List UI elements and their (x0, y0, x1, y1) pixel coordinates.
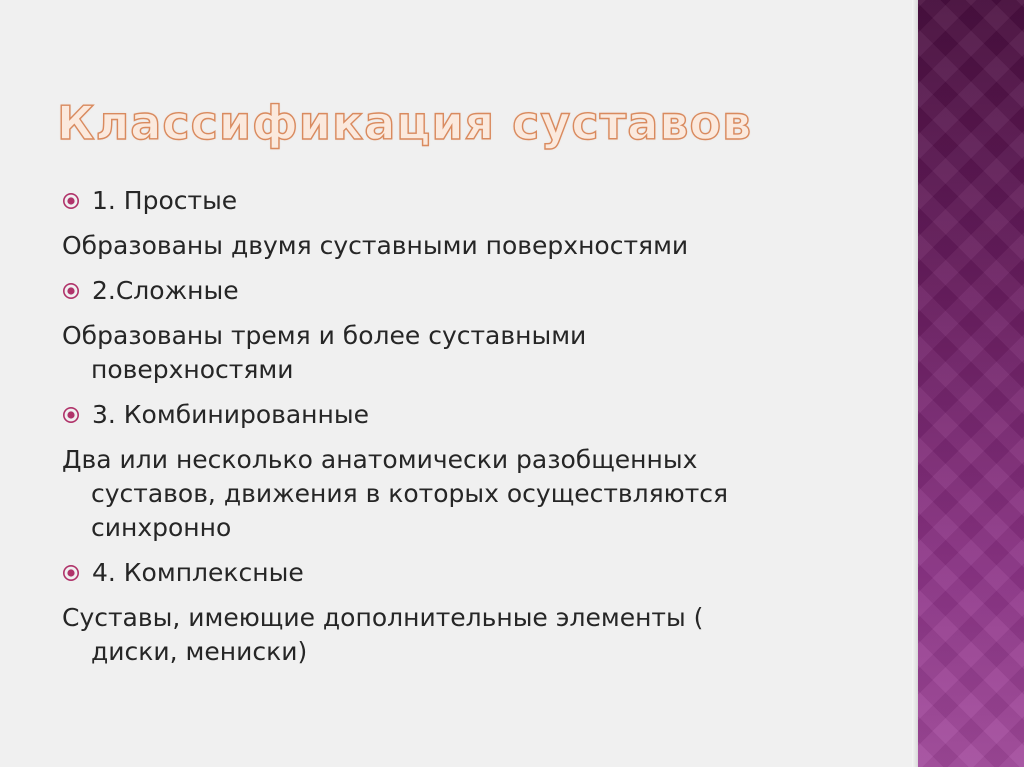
description-line: суставов, движения в которых осуществляются (91, 479, 729, 508)
description-line: Образованы тремя и более суставными (62, 321, 587, 350)
description-line: Два или несколько анатомически разобщенных (62, 445, 698, 474)
slide-title: Классификация суставов (57, 96, 753, 150)
item-description (62, 601, 882, 669)
description-line: Суставы, имеющие дополнительные элементы ( (62, 603, 704, 632)
item-description (62, 443, 882, 545)
circle-bullet-icon (62, 282, 80, 300)
list-item-complex-joints (62, 556, 882, 590)
list-item-simple (62, 184, 882, 218)
circle-bullet-icon (62, 192, 80, 210)
circle-bullet-icon (62, 406, 80, 424)
description-line: синхронно (91, 513, 232, 542)
list-item-combined (62, 398, 882, 432)
item-description (62, 319, 882, 387)
item-heading: 1. Простые (92, 186, 238, 215)
decorative-side-stripe (918, 0, 1024, 767)
circle-bullet-icon (62, 564, 80, 582)
item-heading: 4. Комплексные (92, 558, 304, 587)
item-description (62, 229, 882, 263)
item-heading: 3. Комбинированные (92, 400, 369, 429)
description-line: поверхностями (91, 355, 294, 384)
list-item-complex (62, 274, 882, 308)
description-line: Образованы двумя суставными поверхностями (62, 231, 689, 260)
item-heading: 2.Сложные (92, 276, 239, 305)
description-line: диски, мениски) (91, 637, 308, 666)
slide-body (62, 184, 882, 680)
